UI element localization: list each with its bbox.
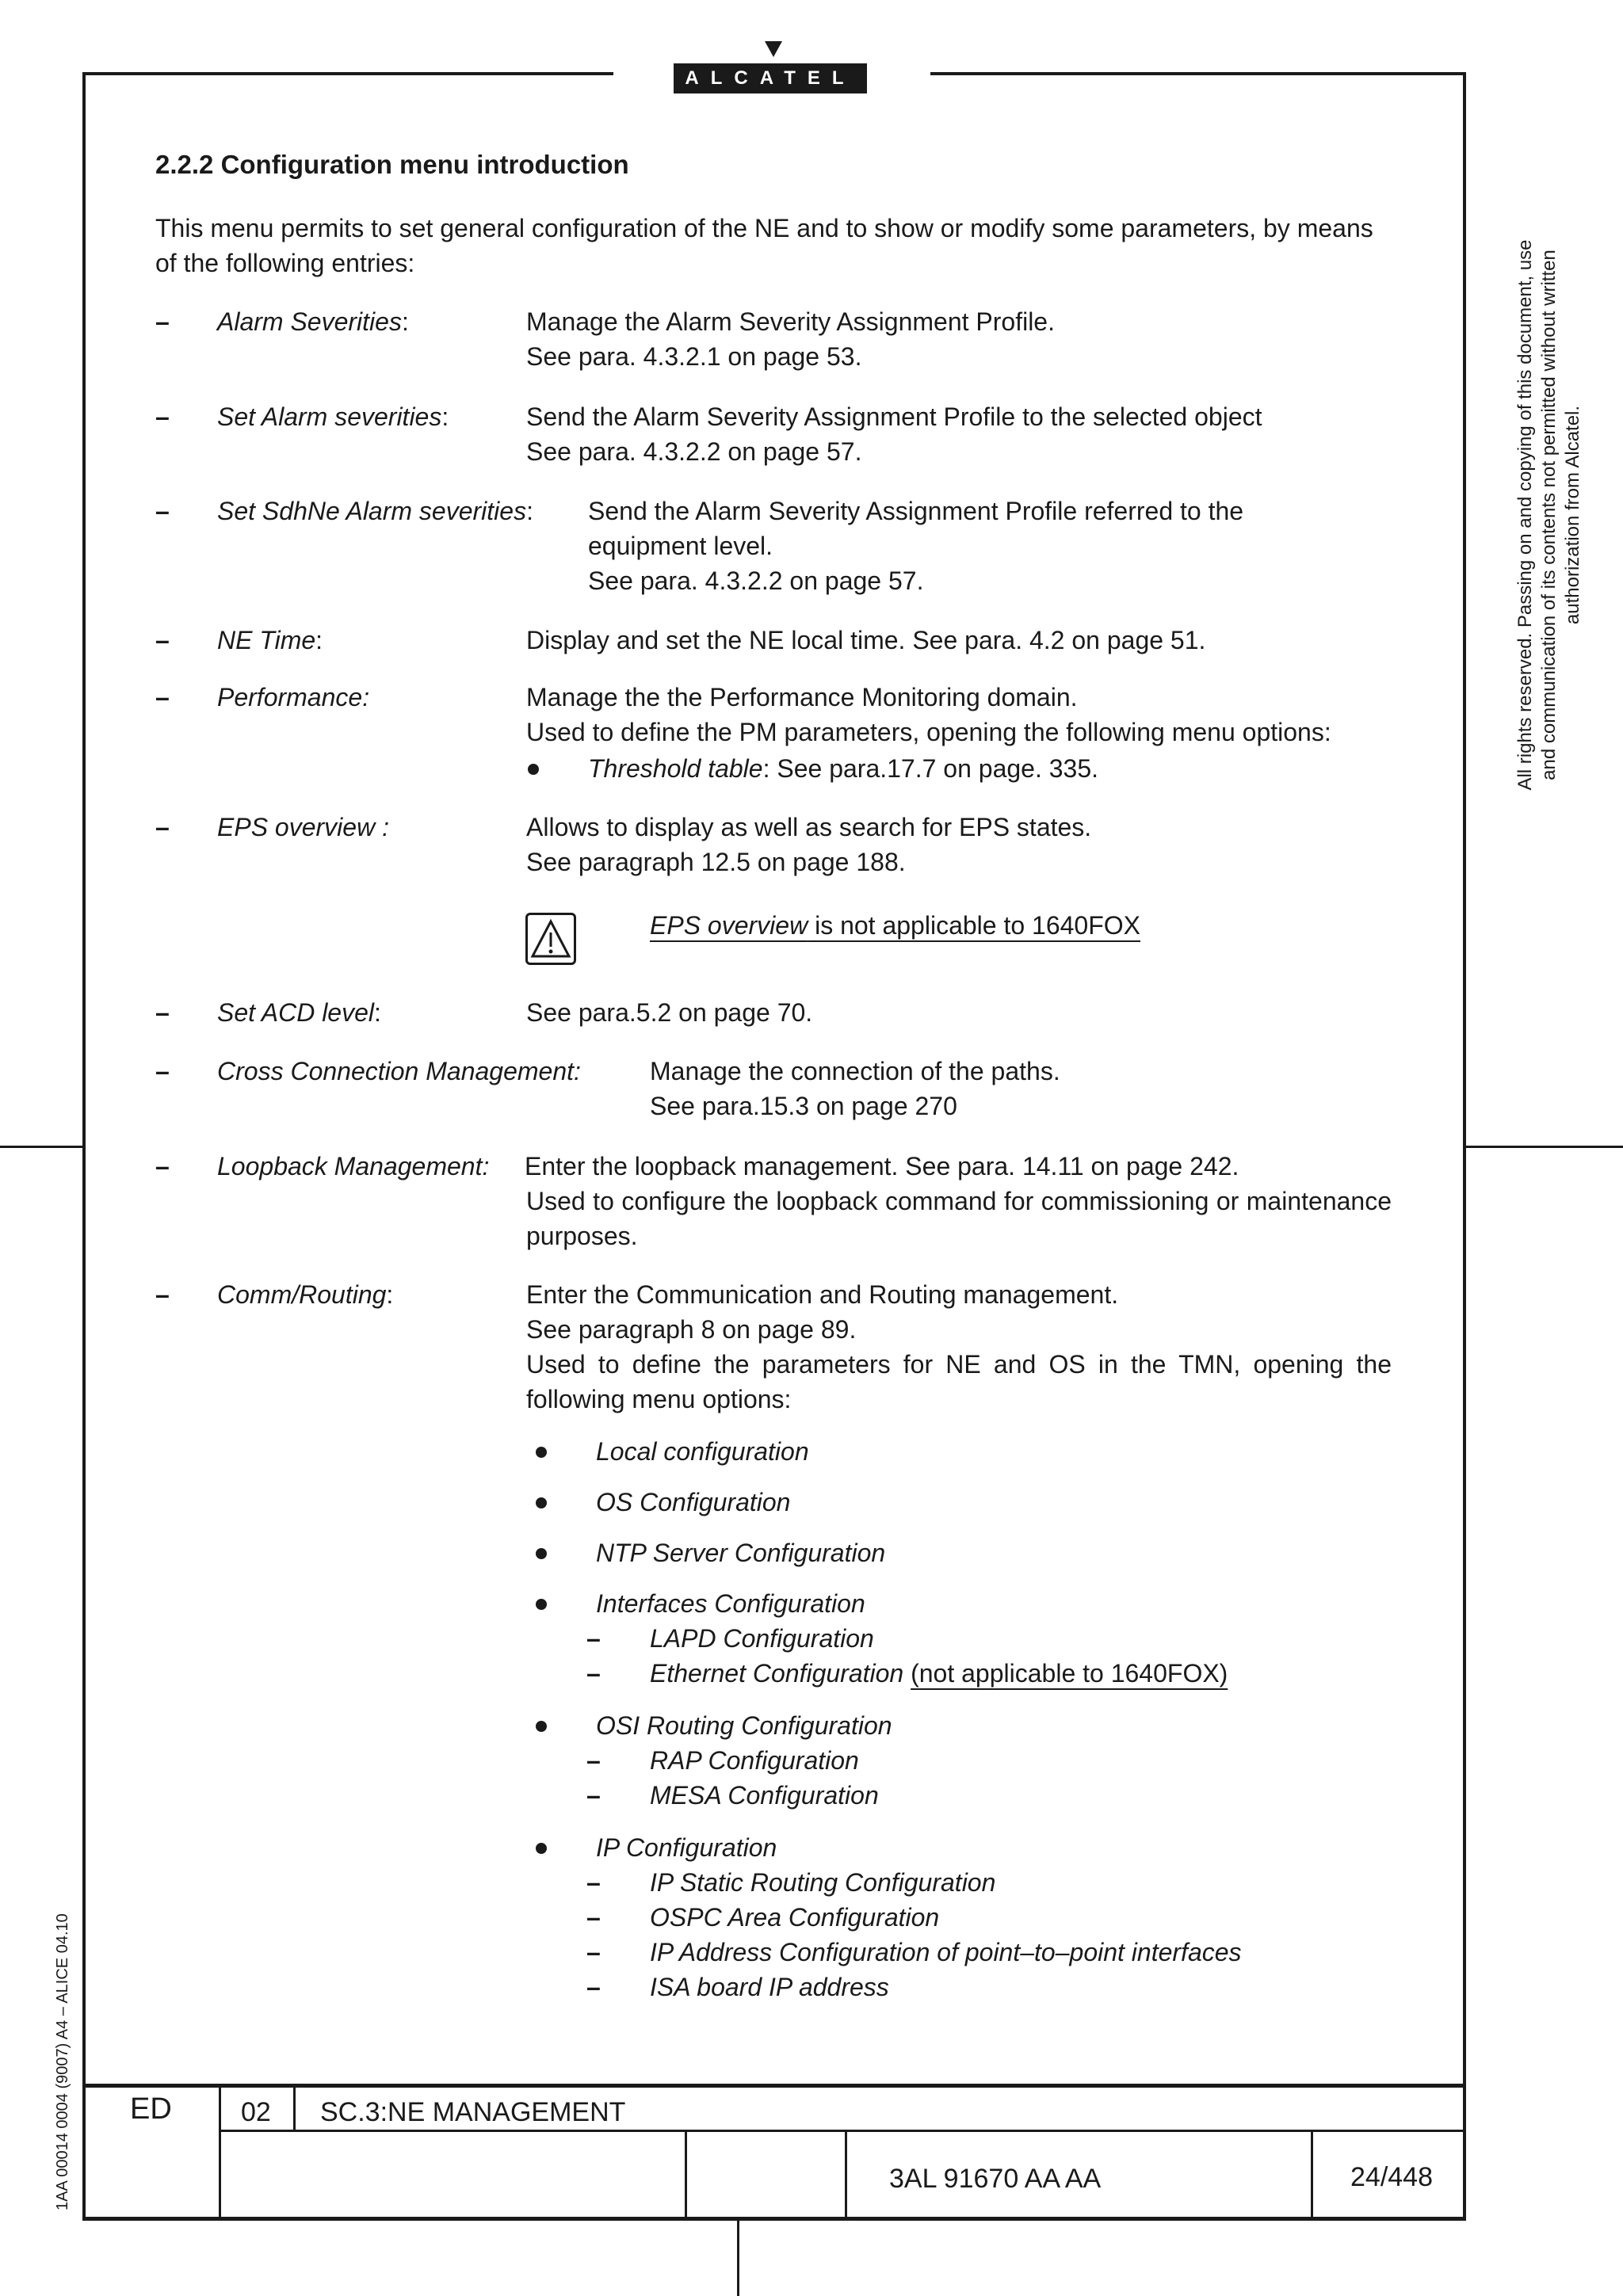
eps-not-applicable-note: EPS overview is not applicable to 1640FOX xyxy=(650,911,1140,940)
frame-top-right xyxy=(930,72,1466,75)
bullet-dot xyxy=(536,1548,547,1559)
bullet-dot xyxy=(528,764,539,775)
footer-divider xyxy=(293,2084,296,2131)
entry-desc-line: See para.15.3 on page 270 xyxy=(650,1092,957,1120)
bullet-dot xyxy=(536,1599,547,1610)
entry-term: NE Time: xyxy=(217,626,323,654)
footer-section: SC.3:NE MANAGEMENT xyxy=(320,2097,626,2127)
list-dash: – xyxy=(155,497,170,525)
sub-dash: – xyxy=(586,1746,601,1775)
alcatel-logo-triangle xyxy=(765,41,782,57)
form-code: 1AA 00014 0004 (9007) A4 – ALICE 04.10 xyxy=(54,1913,71,2210)
entry-term: Set ACD level: xyxy=(217,998,381,1027)
sub-dash: – xyxy=(586,1868,601,1897)
entry-desc-line: See para. 4.3.2.2 on page 57. xyxy=(526,437,862,466)
footer-mid-border xyxy=(220,2130,1466,2132)
entry-desc-line: See paragraph 8 on page 89. xyxy=(526,1315,857,1344)
menu-option: Interfaces Configuration xyxy=(596,1589,865,1618)
footer-page-number: 24/448 xyxy=(1350,2162,1433,2192)
entry-term: Performance: xyxy=(217,683,370,711)
entry-term: Set Alarm severities: xyxy=(217,402,449,431)
entry-desc-paragraph: Used to define the parameters for NE and OS in the TMN, opening the following menu options: xyxy=(526,1350,1392,1413)
list-dash: – xyxy=(155,1152,170,1180)
section-heading: 2.2.2 Configuration menu introduction xyxy=(155,150,629,179)
sub-dash: – xyxy=(586,1903,601,1932)
footer-tail xyxy=(737,2220,739,2296)
menu-option: OS Configuration xyxy=(596,1488,791,1516)
entry-desc-line: See para. 4.3.2.2 on page 57. xyxy=(588,566,924,595)
entry-desc-line: See para. 4.3.2.1 on page 53. xyxy=(526,342,862,371)
threshold-table-option: Threshold table: See para.17.7 on page. 335. xyxy=(588,754,1099,783)
entry-desc-line: Manage the Alarm Severity Assignment Profile. xyxy=(526,307,1055,336)
entry-desc-line: Send the Alarm Severity Assignment Profile referred to the xyxy=(588,497,1244,525)
bullet-dot xyxy=(536,1721,547,1732)
entry-desc-paragraph: Used to configure the loopback command for commissioning or maintenance purposes. xyxy=(526,1187,1392,1250)
menu-sub-option: Ethernet Configuration (not applicable to 1640FOX) xyxy=(650,1659,1228,1688)
list-dash: – xyxy=(155,813,170,841)
entry-desc-line: See para.5.2 on page 70. xyxy=(526,998,813,1027)
bullet-dot xyxy=(536,1447,547,1458)
fold-mark-right xyxy=(1466,1146,1623,1148)
entry-term: Loopback Management: xyxy=(217,1152,490,1180)
menu-option: NTP Server Configuration xyxy=(596,1539,886,1567)
fold-mark-left xyxy=(0,1146,82,1148)
entry-term: Cross Connection Management: xyxy=(217,1057,581,1085)
sub-dash: – xyxy=(586,1938,601,1966)
list-dash: – xyxy=(155,626,170,654)
menu-sub-option: MESA Configuration xyxy=(650,1781,879,1810)
footer-top-border xyxy=(82,2084,1466,2088)
list-dash: – xyxy=(155,307,170,336)
bullet-dot xyxy=(536,1497,547,1508)
sub-dash: – xyxy=(586,1624,601,1653)
list-dash: – xyxy=(155,402,170,431)
list-dash: – xyxy=(155,1057,170,1085)
footer-divider xyxy=(1311,2130,1313,2220)
list-dash: – xyxy=(155,683,170,711)
menu-sub-option: IP Static Routing Configuration xyxy=(650,1868,996,1897)
sub-dash: – xyxy=(586,1781,601,1810)
menu-option: IP Configuration xyxy=(596,1833,777,1862)
frame-left xyxy=(82,72,86,2220)
entry-desc-line: Used to define the PM parameters, opening the following menu options: xyxy=(526,718,1331,746)
entry-term: Set SdhNe Alarm severities: xyxy=(217,497,533,525)
menu-option: OSI Routing Configuration xyxy=(596,1711,892,1740)
entry-term: EPS overview : xyxy=(217,813,389,841)
entry-desc-line: Send the Alarm Severity Assignment Profile to the selected object xyxy=(526,402,1262,431)
entry-desc-line: Manage the the Performance Monitoring domain. xyxy=(526,683,1078,711)
alcatel-logo: ALCATEL xyxy=(674,63,867,93)
entry-desc-line: equipment level. xyxy=(588,532,773,560)
copyright-notice: All rights reserved. Passing on and copying of this document, use and communication of its contents not permitted without written authorization from Alcatel. xyxy=(1514,239,1583,791)
entry-desc-line: Manage the connection of the paths. xyxy=(650,1057,1060,1085)
menu-sub-option: RAP Configuration xyxy=(650,1746,859,1775)
menu-option: Local configuration xyxy=(596,1437,809,1466)
list-dash: – xyxy=(155,998,170,1027)
entry-desc-line: Display and set the NE local time. See para. 4.2 on page 51. xyxy=(526,626,1206,654)
sub-dash: – xyxy=(586,1973,601,2001)
frame-top-left xyxy=(82,72,613,75)
footer-ed-label: ED xyxy=(130,2092,172,2126)
menu-sub-option: LAPD Configuration xyxy=(650,1624,874,1653)
intro-paragraph: This menu permits to set general configuration of the NE and to show or modify some parameters, by means of the following entries: xyxy=(155,214,1373,277)
menu-sub-option: OSPC Area Configuration xyxy=(650,1903,940,1932)
footer-ed-value: 02 xyxy=(241,2097,271,2127)
list-dash: – xyxy=(155,1280,170,1309)
bullet-dot xyxy=(536,1843,547,1854)
entry-desc-line: Enter the loopback management. See para. 14.11 on page 242. xyxy=(525,1152,1239,1180)
footer-divider xyxy=(219,2084,221,2220)
entry-desc-line: Allows to display as well as search for EPS states. xyxy=(526,813,1092,841)
entry-term: Alarm Severities: xyxy=(217,307,409,336)
menu-sub-option: ISA board IP address xyxy=(650,1973,889,2001)
menu-sub-option: IP Address Configuration of point–to–point interfaces xyxy=(650,1938,1242,1966)
warning-icon xyxy=(525,913,576,965)
footer-doc-code: 3AL 91670 AA AA xyxy=(889,2164,1102,2194)
footer-divider xyxy=(845,2130,847,2220)
footer-bottom-border xyxy=(82,2217,1466,2221)
sub-dash: – xyxy=(586,1659,601,1688)
entry-term: Comm/Routing: xyxy=(217,1280,394,1309)
entry-desc-line: See paragraph 12.5 on page 188. xyxy=(526,848,906,876)
footer-divider xyxy=(685,2130,687,2220)
entry-desc-line: Enter the Communication and Routing management. xyxy=(526,1280,1119,1309)
